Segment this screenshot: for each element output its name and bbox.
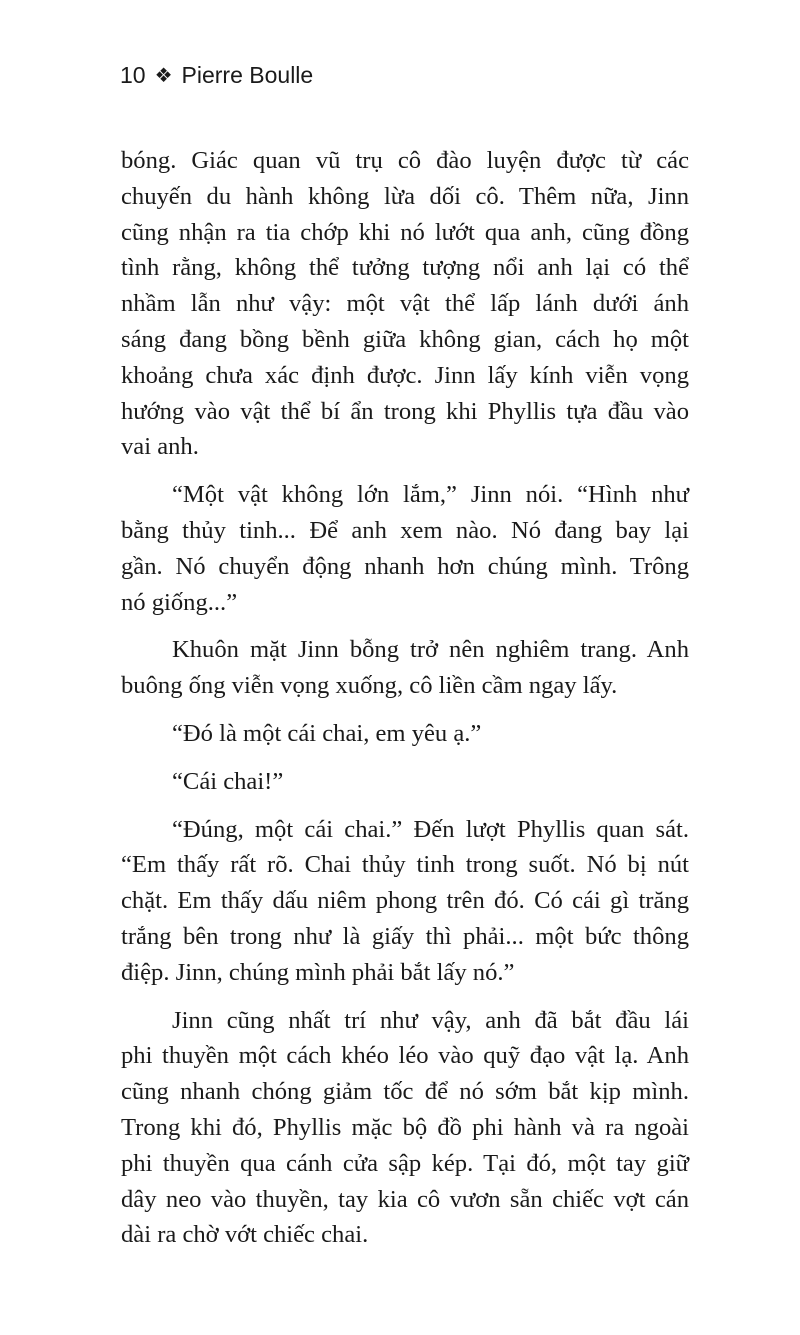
text-line: “Một vật không lớn lắm,” Jinn nói. “Hình như [172,481,689,509]
text-line: cũng nhận ra tia chớp khi nó lướt qua anh, cũng đồng [121,218,689,246]
text-line: nó giống...” [121,588,238,616]
page-number: 10 [120,62,146,88]
ornament-icon: ❖ [154,64,173,87]
text-line: trắng bên trong như là giấy thì phải... một bức thông [121,922,689,950]
text-line: gần. Nó chuyển động nhanh hơn chúng mình. Trông [121,552,689,580]
paragraph [121,1003,689,1254]
paragraph-gap [121,991,689,1003]
text-line: sáng đang bồng bềnh giữa không gian, cách họ một [121,325,689,353]
text-line: điệp. Jinn, chúng mình phải bắt lấy nó.” [121,958,515,986]
text-line: tình rằng, không thể tưởng tượng nổi anh lại có thể [121,254,689,282]
paragraph-gap [121,620,689,632]
text-line: vai anh. [121,433,199,461]
running-head [120,62,313,89]
body-text [121,143,689,1253]
text-line: Trong khi đó, Phyllis mặc bộ đồ phi hành và ra ngoài [121,1113,689,1141]
text-line: Khuôn mặt Jinn bỗng trở nên nghiêm trang. Anh [172,636,689,664]
text-line: cũng nhanh chóng giảm tốc để nó sớm bắt kịp mình. [121,1078,689,1106]
text-line: chặt. Em thấy dấu niêm phong trên đó. Có cái gì trăng [121,887,689,915]
text-line: “Em thấy rất rõ. Chai thủy tinh trong suốt. Nó bị nút [121,851,689,879]
text-line: buông ống viễn vọng xuống, cô liền cầm ngay lấy. [121,672,618,700]
text-line: “Đó là một cái chai, em yêu ạ.” [172,719,482,747]
text-line: hướng vào vật thể bí ẩn trong khi Phyllis tựa đầu vào [121,397,689,425]
text-line: dây neo vào thuyền, tay kia cô vươn sẵn chiếc vợt cán [121,1185,689,1213]
paragraph [121,477,689,620]
text-line: “Đúng, một cái chai.” Đến lượt Phyllis quan sát. [172,815,689,843]
text-line: phi thuyền một cách khéo léo vào quỹ đạo vật lạ. Anh [121,1042,689,1070]
text-line: bằng thủy tinh... Để anh xem nào. Nó đang bay lại [121,516,689,544]
paragraph-gap [121,704,689,716]
text-line: nhầm lẫn như vậy: một vật thể lấp lánh dưới ánh [121,290,689,318]
text-line: khoảng chưa xác định được. Jinn lấy kính viễn vọng [121,361,689,389]
paragraph-gap [121,752,689,764]
paragraph [121,716,689,752]
paragraph [121,764,689,800]
paragraph-gap [121,800,689,812]
paragraph [121,812,689,991]
paragraph [121,632,689,704]
text-line: dài ra chờ vớt chiếc chai. [121,1221,369,1249]
author-name: Pierre Boulle [181,62,314,88]
text-line: bóng. Giác quan vũ trụ cô đào luyện được từ các [121,147,689,174]
text-line: “Cái chai!” [172,767,284,795]
text-line: phi thuyền qua cánh cửa sập kép. Tại đó, một tay giữ [121,1149,689,1177]
paragraph [121,143,689,465]
text-line: chuyến du hành không lừa dối cô. Thêm nữa, Jinn [121,182,689,210]
paragraph-gap [121,465,689,477]
text-line: Jinn cũng nhất trí như vậy, anh đã bắt đầu lái [172,1006,689,1034]
